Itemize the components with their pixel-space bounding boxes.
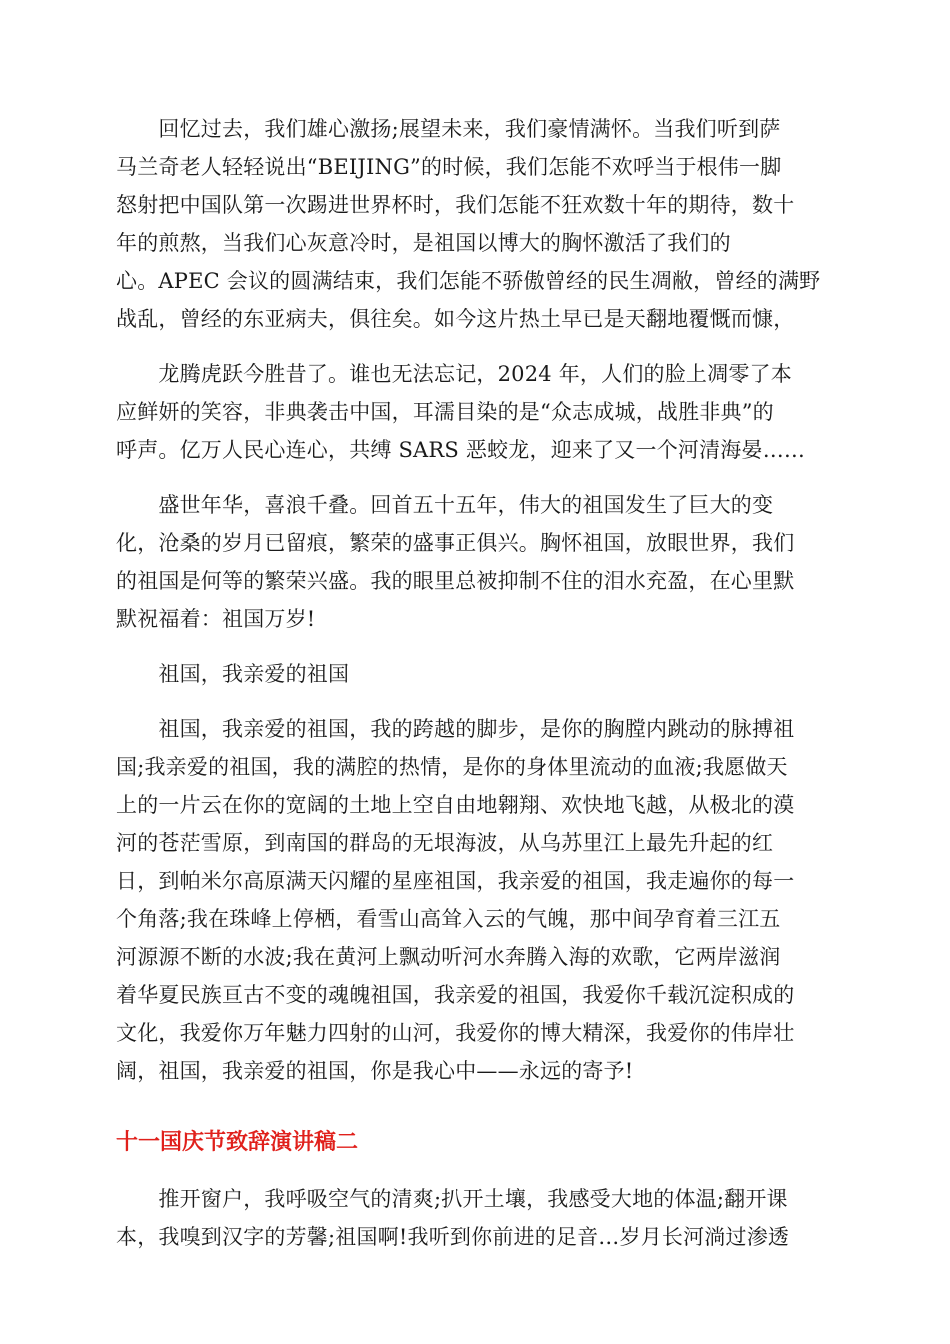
text-line: 上的一片云在你的宽阔的土地上空自由地翱翔、欢快地飞越，从极北的漠 — [116, 793, 795, 817]
text-line: 的祖国是何等的繁荣兴盛。我的眼里总被抑制不住的泪水充盈，在心里默 — [116, 569, 795, 593]
text-line: 默祝福着：祖国万岁! — [116, 607, 316, 631]
text-line: 文化，我爱你万年魅力四射的山河，我爱你的博大精深，我爱你的伟岸壮 — [116, 1021, 795, 1045]
text-line: 龙腾虎跃今胜昔了。谁也无法忘记，2024 年，人们的脸上凋零了本 — [116, 362, 792, 386]
text-line: 国;我亲爱的祖国，我的满腔的热情，是你的身体里流动的血液;我愿做天 — [116, 755, 788, 779]
text-line: 本，我嗅到汉字的芳馨;祖国啊!我听到你前进的足音…岁月长河淌过渗透 — [116, 1225, 790, 1249]
text-line: 呼声。亿万人民心连心，共缚 SARS 恶蛟龙，迎来了又一个河清海晏…… — [116, 438, 806, 462]
text-line: 战乱，曾经的东亚病夫，俱往矣。如今这片热土早已是天翻地覆慨而慷， — [116, 307, 795, 331]
text-line: 祖国，我亲爱的祖国，我的跨越的脚步，是你的胸膛内跳动的脉搏祖 — [116, 717, 795, 741]
text-line: 年的煎熬，当我们心灰意冷时，是祖国以博大的胸怀激活了我们的 — [116, 231, 731, 255]
text-line: 回忆过去，我们雄心激扬;展望未来，我们豪情满怀。当我们听到萨 — [116, 117, 781, 141]
text-line: 日，到帕米尔高原满天闪耀的星座祖国，我亲爱的祖国，我走遍你的每一 — [116, 869, 795, 893]
text-line: 着华夏民族亘古不变的魂魄祖国，我亲爱的祖国，我爱你千载沉淀积成的 — [116, 983, 795, 1007]
text-line: 盛世年华，喜浪千叠。回首五十五年，伟大的祖国发生了巨大的变 — [116, 493, 774, 517]
section-heading: 十一国庆节致辞演讲稿二 — [116, 1130, 359, 1155]
text-line: 心。APEC 会议的圆满结束，我们怎能不骄傲曾经的民生凋敝，曾经的满野 — [116, 269, 821, 293]
text-line: 马兰奇老人轻轻说出“BEIJING”的时候，我们怎能不欢呼当于根伟一脚 — [116, 155, 782, 179]
text-line: 推开窗户，我呼吸空气的清爽;扒开土壤，我感受大地的体温;翻开课 — [116, 1187, 788, 1211]
text-line: 怒射把中国队第一次踢进世界杯时，我们怎能不狂欢数十年的期待，数十 — [116, 193, 795, 217]
text-line: 化，沧桑的岁月已留痕，繁荣的盛事正俱兴。胸怀祖国，放眼世界，我们 — [116, 531, 795, 555]
text-line: 应鲜妍的笑容，非典袭击中国，耳濡目染的是“众志成城，战胜非典”的 — [116, 400, 774, 424]
text-line: 阔，祖国，我亲爱的祖国，你是我心中——永远的寄予! — [116, 1059, 634, 1083]
text-line: 河源源不断的水波;我在黄河上飘动听河水奔腾入海的欢歌，它两岸滋润 — [116, 945, 781, 969]
text-line: 祖国，我亲爱的祖国 — [116, 662, 350, 686]
text-line: 个角落;我在珠峰上停栖，看雪山高耸入云的气魄，那中间孕育着三江五 — [116, 907, 781, 931]
text-line: 河的苍茫雪原，到南国的群岛的无垠海波，从乌苏里江上最先升起的红 — [116, 831, 774, 855]
